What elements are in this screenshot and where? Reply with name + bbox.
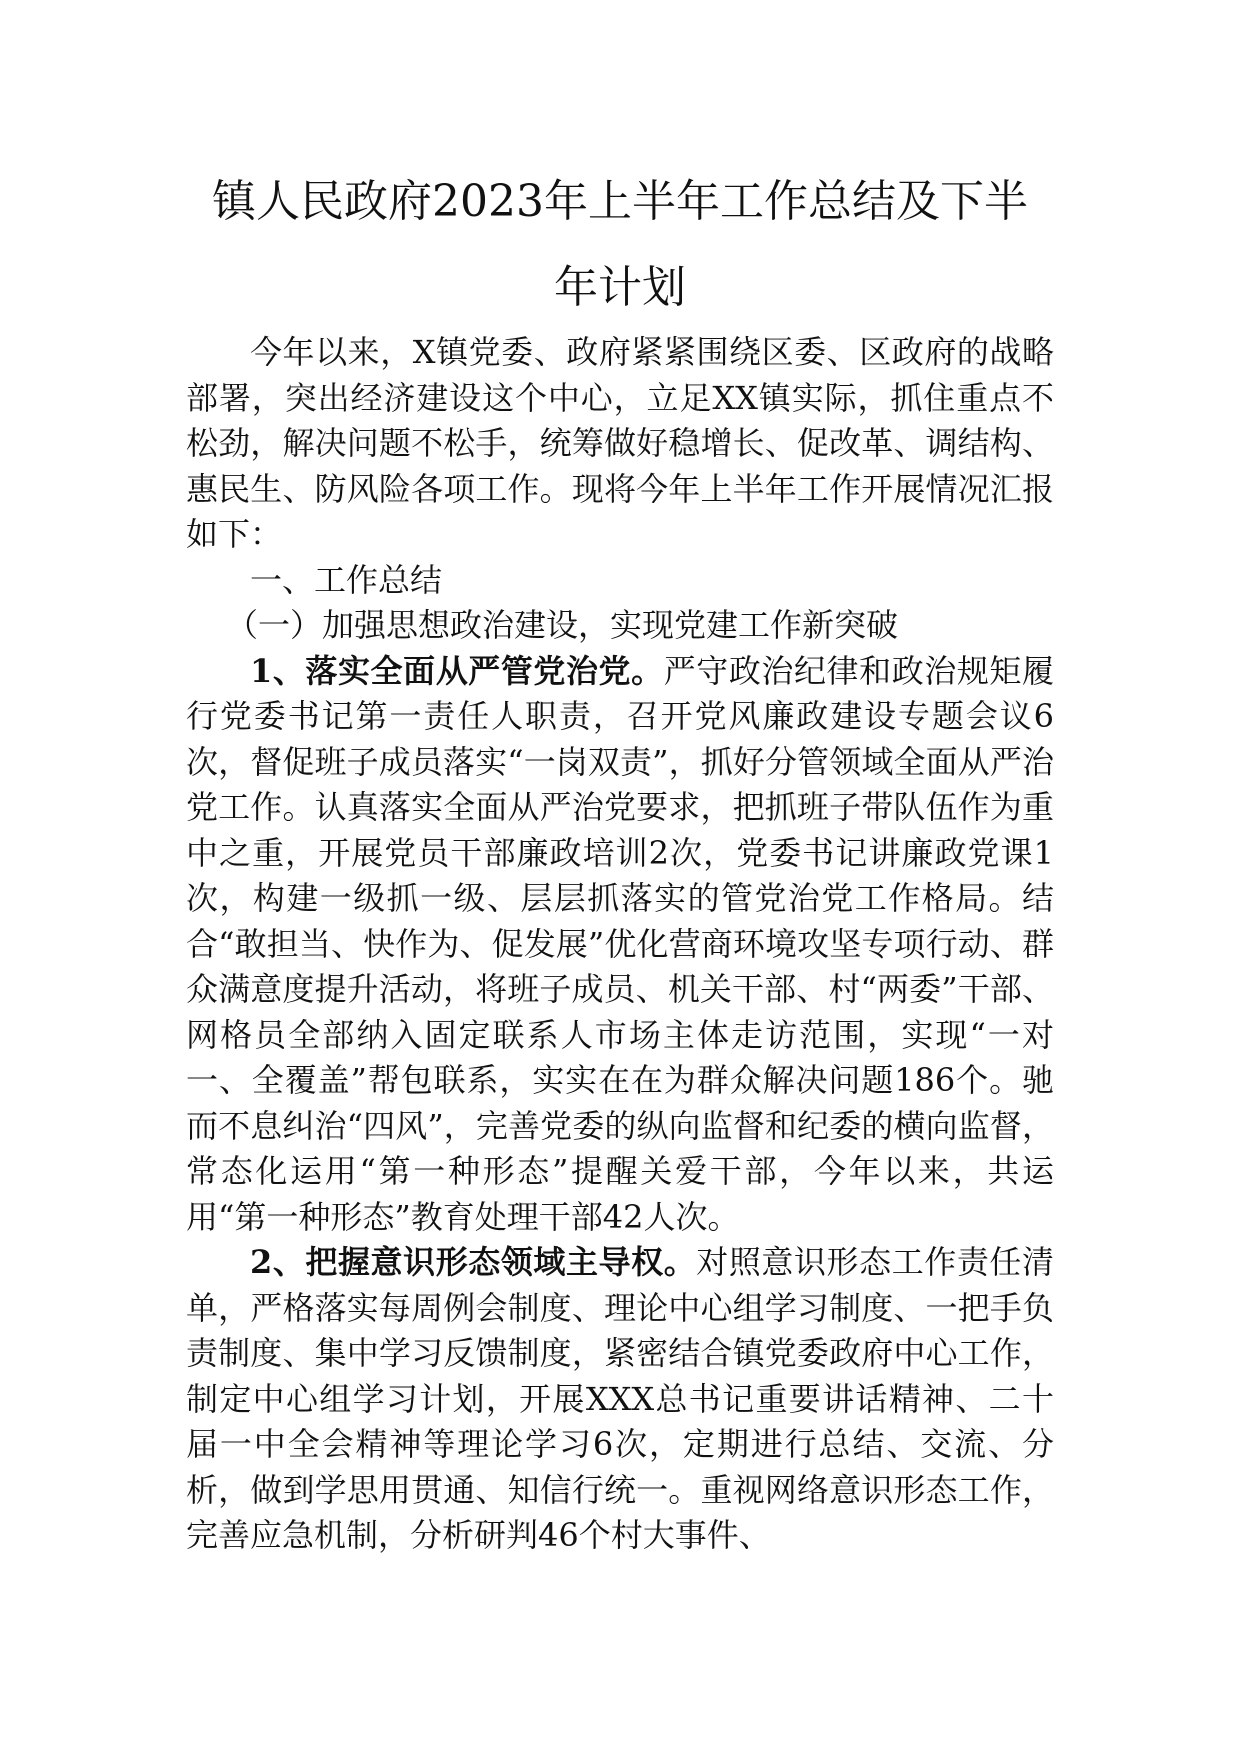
subsection-heading: （一）加强思想政治建设，实现党建工作新突破	[226, 606, 899, 644]
document-title-line2: 年计划	[554, 262, 686, 313]
section-heading: 一、工作总结	[250, 560, 443, 599]
document-body	[186, 330, 1054, 1559]
item-1-lead: 1、落实全面从严管党治党。	[250, 651, 664, 690]
item-2-lead: 2、把握意识形态领域主导权。	[250, 1243, 697, 1281]
item-paragraph-2	[186, 1240, 1054, 1559]
document-title-line1: 镇人民政府2023年上半年工作总结及下半	[212, 176, 1028, 227]
intro-paragraph: 今年以来，X镇党委、政府紧紧围绕区委、区政府的战略部署，突出经济建设这个中心，立足XX镇实际，抓住重点不松劲，解决问题不松手，统筹做好稳增长、促改革、调结构、惠民生、防风险各项工作。现将今年上半年工作开展情况汇报如下：	[186, 333, 1054, 553]
item-2-body: 对照意识形态工作责任清单，严格落实每周例会制度、理论中心组学习制度、一把手负责制度、集中学习反馈制度，紧密结合镇党委政府中心工作，制定中心组学习计划，开展XXX总书记重要讲话精神、二十届一中全会精神等理论学习6次，定期进行总结、交流、分析，做到学思用贯通、知信行统一。重视网络意识形态工作，完善应急机制，分析研判46个村大事件、	[186, 1243, 1054, 1554]
item-paragraph-1	[186, 649, 1054, 1241]
item-1-body: 严守政治纪律和政治规矩履行党委书记第一责任人职责，召开党风廉政建设专题会议6次，督促班子成员落实“一岗双责”，抓好分管领域全面从严治党工作。认真落实全面从严治党要求，把抓班子带队伍作为重中之重，开展党员干部廉政培训2次，党委书记讲廉政党课1次，构建一级抓一级、层层抓落实的管党治党工作格局。结合“敢担当、快作为、促发展”优化营商环境攻坚专项行动、群众满意度提升活动，将班子成员、机关干部、村“两委”干部、网格员全部纳入固定联系人市场主体走访范围，实现“一对一、全覆盖”帮包联系，实实在在为群众解决问题186个。驰而不息纠治“四风”，完善党委的纵向监督和纪委的横向监督，常态化运用“第一种形态”提醒关爱干部，今年以来，共运用“第一种形态”教育处理干部42人次。	[186, 651, 1054, 1236]
